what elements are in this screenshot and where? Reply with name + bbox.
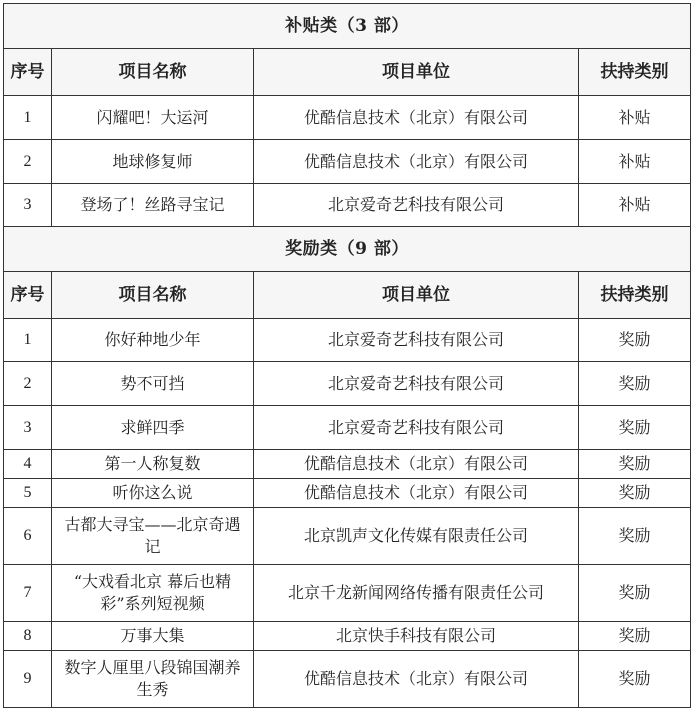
row-name: 闪耀吧！大运河 — [52, 96, 254, 140]
table-header-row — [4, 49, 691, 96]
row-category: 奖励 — [579, 565, 691, 622]
table-row — [4, 184, 691, 227]
row-category: 奖励 — [579, 362, 691, 406]
row-unit: 优酷信息技术（北京）有限公司 — [254, 140, 579, 184]
row-unit: 北京千龙新闻网络传播有限责任公司 — [254, 565, 579, 622]
row-name: 势不可挡 — [52, 362, 254, 406]
row-unit: 北京凯声文化传媒有限责任公司 — [254, 508, 579, 565]
row-category: 奖励 — [579, 319, 691, 362]
table-header-row — [4, 272, 691, 319]
row-name: 听你这么说 — [52, 479, 254, 508]
table-row — [4, 651, 691, 708]
header-no: 序号 — [4, 49, 52, 96]
table-row — [4, 479, 691, 508]
table-row — [4, 406, 691, 450]
row-name: 万事大集 — [52, 622, 254, 651]
table-row — [4, 565, 691, 622]
section-title-row — [4, 4, 691, 49]
header-unit: 项目单位 — [254, 272, 579, 319]
row-unit: 优酷信息技术（北京）有限公司 — [254, 450, 579, 479]
row-category: 奖励 — [579, 508, 691, 565]
row-no: 1 — [4, 96, 52, 140]
section-title-row — [4, 227, 691, 272]
row-no: 3 — [4, 184, 52, 227]
header-category: 扶持类别 — [579, 49, 691, 96]
row-no: 9 — [4, 651, 52, 708]
table-row — [4, 450, 691, 479]
row-no: 6 — [4, 508, 52, 565]
header-name: 项目名称 — [52, 272, 254, 319]
row-unit: 优酷信息技术（北京）有限公司 — [254, 479, 579, 508]
project-table — [3, 3, 691, 708]
row-category: 奖励 — [579, 622, 691, 651]
row-unit: 北京爱奇艺科技有限公司 — [254, 319, 579, 362]
table-row — [4, 362, 691, 406]
table-row — [4, 319, 691, 362]
row-no: 2 — [4, 362, 52, 406]
row-category: 补贴 — [579, 184, 691, 227]
row-unit: 优酷信息技术（北京）有限公司 — [254, 651, 579, 708]
header-unit: 项目单位 — [254, 49, 579, 96]
row-no: 1 — [4, 319, 52, 362]
row-no: 2 — [4, 140, 52, 184]
row-unit: 北京爱奇艺科技有限公司 — [254, 406, 579, 450]
table-row — [4, 140, 691, 184]
row-no: 4 — [4, 450, 52, 479]
row-unit: 北京快手科技有限公司 — [254, 622, 579, 651]
row-name: 第一人称复数 — [52, 450, 254, 479]
row-category: 奖励 — [579, 450, 691, 479]
row-no: 8 — [4, 622, 52, 651]
header-no: 序号 — [4, 272, 52, 319]
row-category: 补贴 — [579, 96, 691, 140]
row-name: 你好种地少年 — [52, 319, 254, 362]
row-no: 5 — [4, 479, 52, 508]
row-name: “大戏看北京 幕后也精彩”系列短视频 — [52, 565, 254, 622]
row-unit: 北京爱奇艺科技有限公司 — [254, 184, 579, 227]
row-name: 地球修复师 — [52, 140, 254, 184]
row-name: 求鲜四季 — [52, 406, 254, 450]
row-no: 3 — [4, 406, 52, 450]
header-category: 扶持类别 — [579, 272, 691, 319]
row-category: 奖励 — [579, 479, 691, 508]
header-name: 项目名称 — [52, 49, 254, 96]
row-no: 7 — [4, 565, 52, 622]
row-unit: 北京爱奇艺科技有限公司 — [254, 362, 579, 406]
table-row — [4, 508, 691, 565]
row-name: 数字人厘里八段锦国潮养生秀 — [52, 651, 254, 708]
row-category: 奖励 — [579, 406, 691, 450]
row-name: 登场了！丝路寻宝记 — [52, 184, 254, 227]
section-title: 补贴类（3 部） — [4, 4, 691, 49]
row-category: 奖励 — [579, 651, 691, 708]
row-unit: 优酷信息技术（北京）有限公司 — [254, 96, 579, 140]
table-row — [4, 622, 691, 651]
section-title: 奖励类（9 部） — [4, 227, 691, 272]
row-name: 古都大寻宝——北京奇遇记 — [52, 508, 254, 565]
table-row — [4, 96, 691, 140]
row-category: 补贴 — [579, 140, 691, 184]
